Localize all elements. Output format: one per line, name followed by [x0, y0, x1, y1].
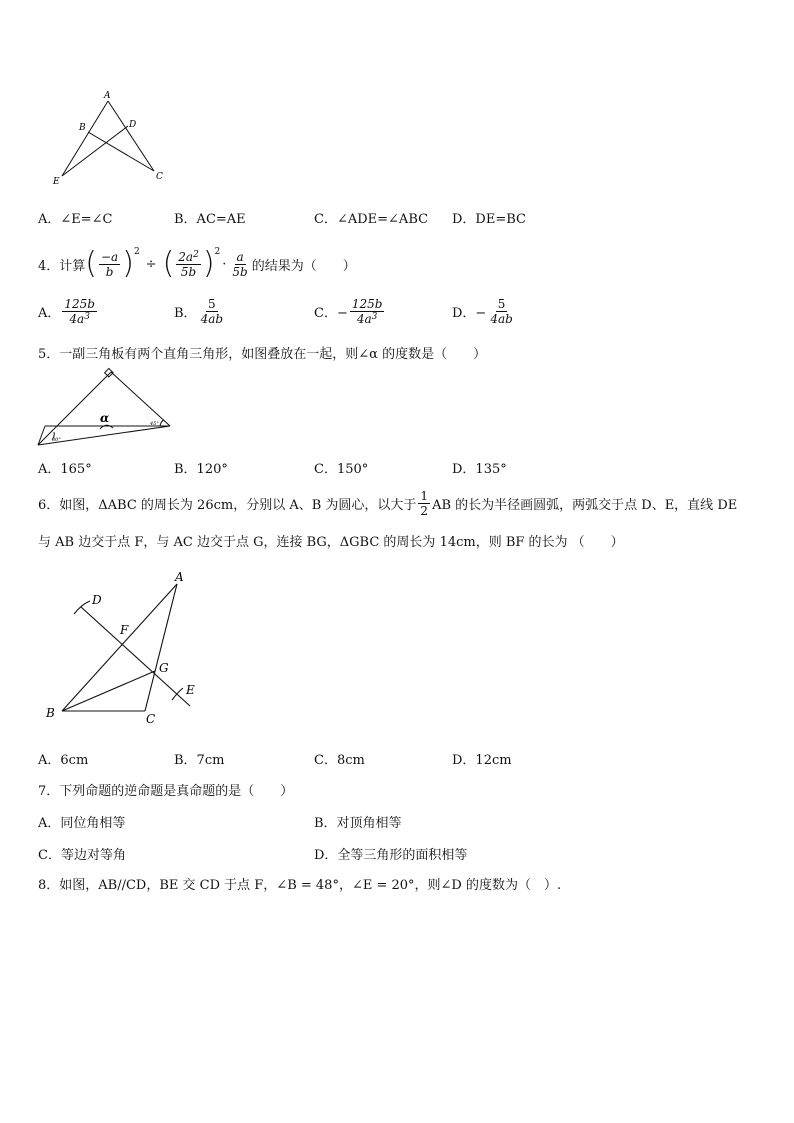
q3-line-a-c — [108, 101, 154, 171]
q5-stem: 5．一副三角板有两个直角三角形，如图叠放在一起，则∠α 的度数是（ ） — [38, 347, 487, 362]
q4-dot-sign: · — [222, 256, 227, 272]
q6-option-b: B．7cm — [174, 753, 225, 768]
q4-divide-sign: ÷ — [145, 256, 157, 272]
q8-stem: 8．如图，AB//CD，BE 交 CD 于点 F，∠B = 48°，∠E = 20°，则∠D 的度数为（ ）. — [38, 878, 562, 893]
q6-label-f: F — [120, 623, 129, 637]
q3-option-a: A．∠E=∠C — [38, 212, 113, 227]
q4-fraction-2: $\frac{2a^2}{5b}$ — [178, 249, 199, 279]
q7-option-c: C．等边对等角 — [38, 848, 126, 863]
q6-label-e: E — [186, 683, 195, 697]
q3-label-b: B — [79, 123, 86, 133]
q4-fraction-1: $\frac{-a}{b}$ — [101, 249, 119, 279]
q6-arc-e — [172, 688, 183, 700]
q6-option-d: D．12cm — [452, 753, 512, 768]
q6-label-c: C — [146, 712, 156, 726]
q6-option-a: A．6cm — [38, 753, 89, 768]
q3-triangle-diagram — [62, 101, 154, 176]
q6-stem-line-1: 6．如图，ΔABC 的周长为 26cm，分别以 A、B 为圆心，以大于 $\frac{1}{2}$ AB 的长为半径画圆弧，两弧交于点 D、E，直线 DE — [38, 488, 738, 518]
q6-label-g: G — [159, 661, 169, 675]
q5-right-angle-mark — [105, 368, 113, 376]
q6-stem-line-2: 与 AB 边交于点 F，与 AC 边交于点 G，连接 BG，ΔGBC 的周长为 14cm，则 BF 的长为 （ ） — [38, 535, 624, 550]
q3-option-c: C．∠ADE=∠ABC — [314, 212, 429, 227]
q5-small-triangle-side — [38, 426, 45, 445]
q4-option-c: C．− $\frac{125b}{4a^3}$ — [314, 297, 383, 326]
q5-option-d: D．135° — [452, 462, 507, 477]
q3-label-e: E — [53, 177, 60, 187]
q5-big-triangle-base — [38, 426, 170, 445]
q4-suffix: 的结果为（ ） — [251, 258, 356, 274]
q5-angle-45-label: 45° — [150, 421, 159, 427]
q4-fraction-3: $\frac{a}{5b}$ — [232, 249, 248, 279]
q5-angle-30-label: 30° — [52, 437, 61, 443]
q3-line-a-e — [62, 101, 108, 176]
q4-prefix: 4．计算 — [38, 258, 86, 274]
q4-stem: 4．计算 ( $\frac{-a}{b}$ ) 2 ÷ ( $\frac{2a^2}{5b}$ ) 2 · $\frac{a}{5b}$ 的结果为（ ） — [38, 246, 356, 281]
q3-label-a: A — [104, 91, 111, 101]
q7-option-d: D．全等三角形的面积相等 — [314, 848, 468, 863]
q3-line-e-d — [62, 126, 128, 176]
q4-option-b: B． $\frac{5}{4ab}$ — [174, 297, 224, 326]
q5-45-arc — [160, 420, 164, 426]
q7-stem: 7．下列命题的逆命题是真命题的是（ ） — [38, 784, 294, 799]
q3-line-b-c — [88, 132, 154, 171]
q6-label-d: D — [92, 593, 102, 607]
q7-option-b: B．对顶角相等 — [314, 816, 402, 831]
q5-alpha-arc — [100, 425, 113, 429]
q7-option-a: A．同位角相等 — [38, 816, 126, 831]
q6-label-a: A — [175, 570, 184, 584]
q5-option-c: C．150° — [314, 462, 369, 477]
q5-set-squares — [38, 368, 170, 445]
q5-option-b: B．120° — [174, 462, 228, 477]
q3-option-b: B．AC=AE — [174, 212, 246, 227]
q4-option-d: D．− $\frac{5}{4ab}$ — [452, 297, 513, 326]
q6-line-b-a — [62, 584, 177, 711]
q4-option-a: A． $\frac{125b}{4a^3}$ — [38, 297, 95, 326]
q6-line-a-c — [145, 584, 177, 711]
q5-big-triangle-right — [111, 372, 170, 426]
q6-triangle-diagram — [62, 584, 190, 711]
q6-line-d-e — [81, 607, 190, 706]
q5-option-a: A．165° — [38, 462, 92, 477]
q5-big-triangle-left — [38, 372, 111, 445]
q6-line-b-g — [62, 671, 155, 711]
q6-label-b: B — [46, 706, 55, 720]
q6-option-c: C．8cm — [314, 753, 365, 768]
q5-30-arc — [52, 432, 54, 440]
q6-arc-d — [74, 601, 90, 614]
q3-label-d: D — [129, 120, 137, 130]
q5-alpha-label: α — [100, 411, 110, 425]
q3-option-d: D．DE=BC — [452, 212, 526, 227]
q3-label-c: C — [156, 172, 163, 182]
